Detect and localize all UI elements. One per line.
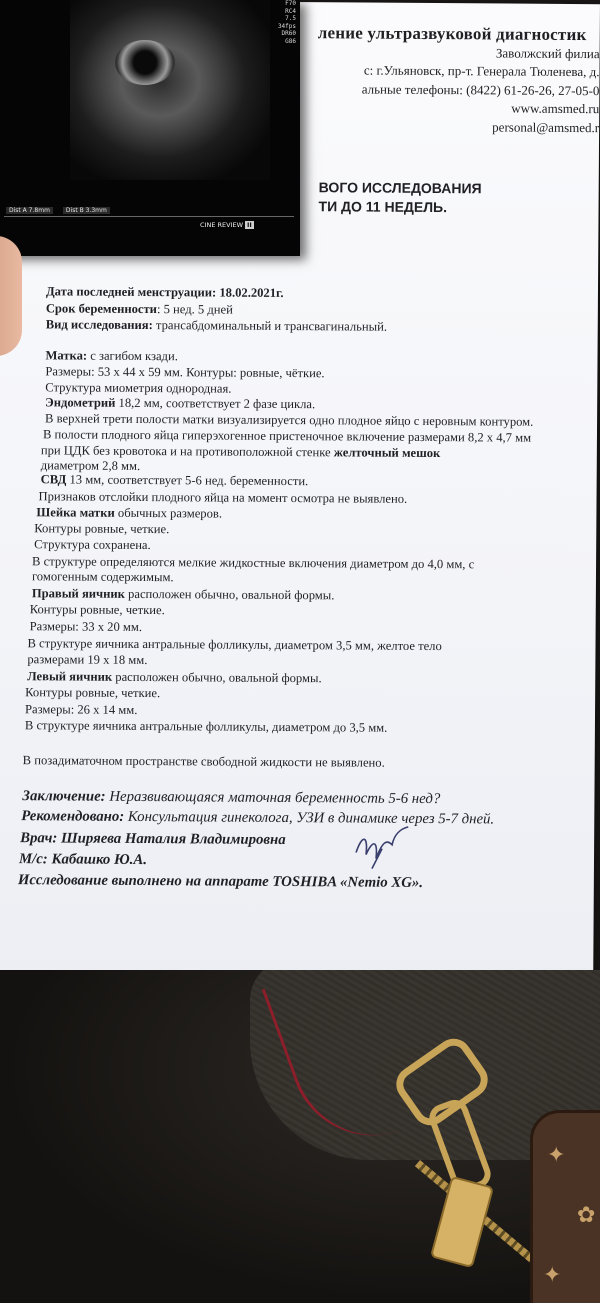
right-ovary-follicles-2: размерами 19 х 18 мм. — [27, 652, 148, 668]
left-ovary-size: Размеры: 26 х 14 мм. — [25, 702, 138, 717]
left-ovary-contours: Контуры ровные, четкие. — [25, 685, 161, 701]
report-body — [0, 284, 598, 891]
scan-divider — [4, 216, 294, 217]
recommendation-line — [21, 808, 494, 828]
svd-line — [41, 472, 309, 489]
scan-param: 7.5 — [285, 15, 296, 22]
conclusion-value: Неразвивающаяся маточная беременность 5-6 нед? — [105, 788, 441, 808]
handbag — [530, 1110, 600, 1303]
background-table — [0, 970, 600, 1303]
recommendation-label: Рекомендовано: — [21, 808, 125, 825]
scan-measurements — [6, 207, 110, 214]
recommendation-value: Консультация гинеколога, УЗИ в динамике через 5-7 дней. — [124, 808, 495, 828]
conclusion-line — [22, 788, 440, 808]
clinic-email: personal@amsmed.r — [492, 118, 600, 135]
cervix-title: Шейка матки — [36, 505, 115, 520]
scan-parameters — [270, 0, 296, 45]
cervix-line — [36, 505, 222, 521]
left-ovary-line — [27, 669, 321, 686]
left-ovary-follicles: В структуре яичника антральные фолликулы, диаметром до 3,5 мм. — [24, 718, 388, 735]
ovum-line-3-text: при ЦДК без кровотока и на противоположной стенке — [40, 443, 334, 460]
doctor-label: Врач: — [20, 830, 58, 847]
bag-pattern-icon: ✦ — [547, 1143, 566, 1168]
uterus-value: с загибом кзади. — [87, 348, 178, 364]
free-fluid-line: В позадиматочном пространстве свободной жидкости не выявлено. — [22, 753, 385, 770]
clinic-header — [317, 24, 600, 137]
conclusion-label: Заключение: — [22, 788, 106, 805]
cervix-value: обычных размеров. — [114, 505, 223, 521]
right-ovary-title: Правый яичник — [31, 586, 125, 601]
nurse-line — [19, 851, 147, 869]
right-ovary-contours: Контуры ровные, четкие. — [29, 602, 165, 618]
finger — [0, 236, 22, 356]
zipper-pull — [430, 1176, 494, 1269]
doctor-value: Ширяева Наталия Владимировна — [57, 830, 286, 849]
ultrasound-printout — [0, 0, 300, 256]
clinic-name: ление ультразвуковой диагностик — [317, 23, 587, 45]
left-ovary-value: расположен обычно, овальной формы. — [112, 669, 322, 686]
svd-label: СВД — [40, 472, 67, 487]
lmp-label: Дата последней менструации: — [45, 284, 217, 300]
clinic-phones: альные телефоны: (8422) 61-26-26, 27-05-0 — [361, 81, 600, 98]
yolk-sac-label: желточный мешок — [333, 445, 441, 461]
bag-pattern-icon: ✿ — [577, 1203, 596, 1228]
bag-pattern-icon: ✦ — [543, 1263, 562, 1288]
endometrium-line — [45, 395, 315, 412]
uterus-title: Матка: — [45, 348, 88, 363]
scan-param: RC4 — [285, 7, 296, 15]
doctor-signature — [352, 824, 412, 870]
clinic-branch: Заволжский филиа — [495, 44, 600, 61]
cervix-inclusions-1: В структуре определяются мелкие жидкостные включения диаметром до 4,0 мм, с — [32, 554, 475, 572]
myometrium-structure: Структура миометрия однородная. — [45, 380, 232, 396]
uterus-size: Размеры: 53 х 44 х 59 мм. Контуры: ровные, чёткие. — [45, 364, 325, 381]
exam-type-line — [46, 317, 387, 334]
ultrasound-image — [70, 0, 270, 180]
cervix-inclusions-2: гомогенным содержимым. — [31, 569, 174, 585]
device-line: Исследование выполнено на аппарате TOSHIBA «Nemio XG». — [17, 872, 424, 891]
right-ovary-size: Размеры: 33 х 20 мм. — [29, 619, 143, 635]
scan-param: 34fps — [277, 22, 296, 30]
right-ovary-value: расположен обычно, овальной формы. — [124, 586, 335, 603]
term-label: Срок беременности — [45, 301, 158, 317]
scan-param: G86 — [285, 37, 296, 45]
report-title — [318, 178, 481, 217]
ovum-line-1: В верхней трети полости матки визуализируется одно плодное яйцо с неровным контуром. — [45, 411, 534, 429]
scan-param: DR60 — [281, 30, 296, 37]
cine-label: CINE REVIEW — [200, 221, 244, 229]
clinic-address: с: г.Ульяновск, пр-т. Генерала Тюленева, д. — [363, 62, 600, 80]
detachment-line: Признаков отслойки плодного яйца на момент осмотра не выявлено. — [38, 489, 408, 506]
cine-button: II — [247, 221, 252, 229]
ovum-line-4: диаметром 2,8 мм. — [40, 458, 141, 473]
scan-param: F70 — [285, 0, 296, 7]
right-ovary-follicles-1: В структуре яичника антральные фолликулы, диаметром 3,5 мм, желтое тело — [27, 636, 442, 654]
gestational-sac — [115, 40, 175, 85]
cervix-structure: Структура сохранена. — [34, 537, 151, 553]
measure-b: Dist B 3.3mm — [63, 207, 110, 214]
cervix-contours: Контуры ровные, четкие. — [34, 521, 170, 537]
uterus-line — [45, 348, 177, 364]
endometrium-label: Эндометрий — [45, 395, 116, 410]
cine-review — [200, 221, 254, 229]
ovum-line-2: В полости плодного яйца гиперэхогенное пристеночное включение размерами 8,2 х 4,7 мм — [42, 427, 532, 445]
report-title-line2: ТИ ДО 11 НЕДЕЛЬ. — [318, 198, 448, 216]
left-ovary-title: Левый яичник — [27, 669, 113, 684]
exam-type-value: трансабдоминальный и трансвагинальный. — [152, 318, 388, 334]
doctor-line — [20, 830, 286, 849]
term-line — [46, 301, 233, 317]
lmp-line — [46, 284, 284, 301]
measure-a: Dist A 7.8mm — [6, 207, 53, 214]
right-ovary-line — [32, 586, 335, 603]
nurse-label: М/с: — [18, 851, 48, 868]
nurse-value: Кабашко Ю.А. — [47, 851, 147, 869]
svd-value: 13 мм, соответствует 5-6 нед. беременности. — [66, 472, 309, 489]
term-value: : 5 нед. 5 дней — [156, 302, 233, 317]
endometrium-value: 18,2 мм, соответствует 2 фазе цикла. — [115, 395, 316, 412]
report-title-line1: ВОГО ИССЛЕДОВАНИЯ — [318, 179, 482, 197]
clinic-website: www.amsmed.ru — [511, 100, 600, 117]
exam-type-label: Вид исследования: — [45, 317, 153, 333]
lmp-value: 18.02.2021г. — [219, 285, 284, 300]
